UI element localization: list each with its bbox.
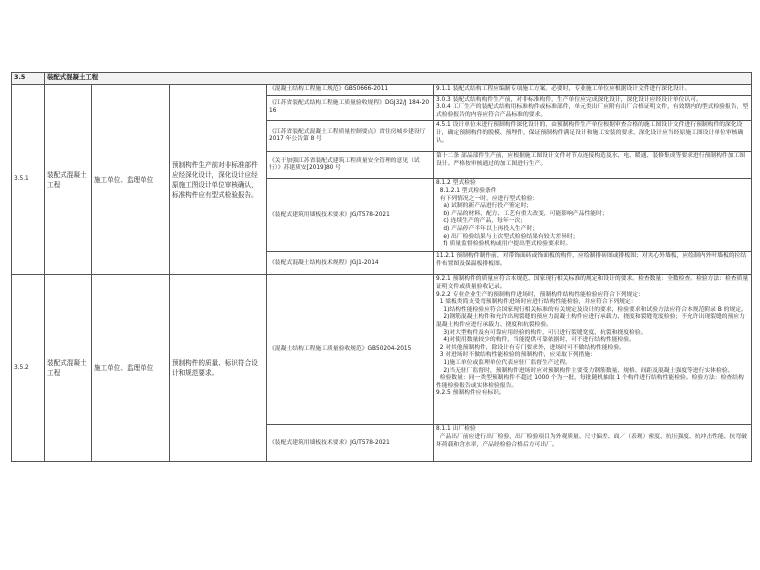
clause-text bbox=[434, 152, 752, 179]
clause-text bbox=[434, 252, 752, 275]
clause-line: c) 连续生产的产品，每年一次； bbox=[436, 218, 527, 225]
standards-table bbox=[11, 72, 752, 462]
clause-line: 3.0.4 工厂生产的装配式结构用标准构件或标准部件，单元类出厂应附有出厂合格证明文件，有效期内的型式检验报告，型式检验报告的内容应符合产品标准的要求。 bbox=[436, 104, 749, 118]
clause-line: 9.2.2 专业企业生产的预制构件进场时，预制构件结构性能检验应符合下列规定： bbox=[436, 291, 644, 298]
clause-line: d) 产品停产半年以上再投入生产时； bbox=[436, 225, 539, 232]
responsible-party: 施工单位、监理单位 bbox=[92, 275, 170, 462]
section-number: 3.5 bbox=[12, 73, 45, 85]
clause-line: 9.1.1 装配式结构工程应编制专项施工方案。必要时，专业施工单位应根据设计文件进行深化设计。 bbox=[436, 86, 691, 92]
table-row bbox=[12, 275, 752, 425]
clause-line: 3)对大型构件及有可靠应用经验的构件，可只进行裂缝宽度、抗裂和挠度检验。 bbox=[436, 329, 647, 336]
clause-line: 1)施工单位或监理单位代表应驻厂监督生产过程。 bbox=[436, 359, 572, 366]
item-name: 装配式混凝土工程 bbox=[45, 275, 92, 462]
standard-name: 《装配式混凝土结构技术规程》JGJ1-2014 bbox=[267, 252, 434, 275]
clause-line: 8.1.2 型式检验 bbox=[436, 180, 476, 187]
section-title: 装配式混凝土工程 bbox=[45, 73, 752, 85]
responsible-party: 施工单位、监理单位 bbox=[92, 85, 170, 275]
clause-line: 4.5.1 设计单位未进行预制构件深化设计的，由预制构件生产单位根据审查合格的施工图设计文件进行预制构件的深化设计，确定预制构件的脱模、预埋件，保证预制构件满足设计和施工安装的要求，深化设计应当经原施工图设计单位审核确认。 bbox=[436, 122, 744, 144]
clause-line: 第十二条 部品部件生产前，应根据施工图设计文件对节点连接构造及水、电、暖通、装修集成等要求进行预制构件加工图设计。严格按审核通过的加工图进行生产。 bbox=[436, 153, 746, 167]
clause-line: 8.1.2.1 型式检验条件 bbox=[436, 187, 497, 194]
clause-line: 1)结构性能检验应符合国家现行相关标准的有关规定及设计的要求，检验要求和试验方法应符合本规范附录 B 的规定。 bbox=[436, 306, 747, 313]
clause-line: 1 梁板类简支受弯预制构件进场时应进行结构性能检验，并应符合下列规定： bbox=[436, 299, 637, 306]
standard-name: 《混凝土结构工程施工质量验收规范》GB50204-2015 bbox=[267, 275, 434, 425]
check-content: 预制构件的质量、标识符合设计和规范要求。 bbox=[170, 275, 267, 462]
standard-name: 《关于加强江苏省装配式建筑工程质量安全管理的意见（试行）》苏建质安[2019]80 号 bbox=[267, 152, 434, 179]
clause-text bbox=[434, 85, 752, 96]
clause-line: 3.0.3 装配式结构构件生产前，对非标准构件，生产单位应完成深化设计，深化设计应经设计单位认可。 bbox=[436, 96, 702, 103]
clause-line: 2)当无驻厂监督时，预制构件进场时应对预制构件主要受力钢筋数量、规格、间距及混凝土强度等进行实体检验。 bbox=[436, 367, 734, 374]
clause-line: f) 质量监督检验机构或用户提出型式检验要求时。 bbox=[436, 241, 572, 248]
check-content: 预制构件生产前对非标准部件应经深化设计，深化设计应经原施工图设计单位审核确认，标准构件应有型式检验报告。 bbox=[170, 85, 267, 275]
clause-line: a) 试制的新产品进行投产鉴定时； bbox=[436, 203, 533, 210]
standard-name: 《混凝土结构工程施工规范》GB50666-2011 bbox=[267, 85, 434, 96]
standard-name: 《江苏省装配式混凝土工程质量控制要点》省住房城乡建设厅 2017 年公告第 8 号 bbox=[267, 121, 434, 152]
clause-text bbox=[434, 179, 752, 252]
clause-text bbox=[434, 121, 752, 152]
clause-line: 有下列情况之一时，应进行型式检验： bbox=[436, 195, 539, 202]
table-body bbox=[12, 73, 752, 462]
clause-line: 9.2.5 预制构件应有标识。 bbox=[436, 390, 505, 397]
clause-text bbox=[434, 95, 752, 121]
clause-line: 产品出厂前应进行出厂检验，出厂检验项目为外观质量、尺寸偏差、面／（表观）密度、抗压强度、抗冲击性能、抗弯破坏荷载和含水率，产品经检验合格后方可出厂。 bbox=[436, 433, 747, 448]
clause-line: 2 对其他预制构件，除设计有专门要求外，进场时可不做结构性能检验。 bbox=[436, 344, 625, 351]
item-name: 装配式混凝土工程 bbox=[45, 85, 92, 275]
clause-line: 2)钢筋混凝土构件和允许出现裂缝的预应力混凝土构件应进行承载力、挠度和裂缝宽度检验；不允许出现裂缝的预应力混凝土构件应进行承载力、挠度和抗裂检验。 bbox=[436, 314, 745, 328]
clause-line: 3 对进场时不做结构性能检验的预制构件，应采取下列措施： bbox=[436, 352, 596, 359]
clause-line: 11.2.1 预制构件制作前，对带饰面砖或饰面板的构件，应绘制排砖图或排板图；对夹心外墙板，应绘制内外叶墙板的拉结件布置图及保温板排板图。 bbox=[436, 253, 747, 267]
section-header-row bbox=[12, 73, 752, 85]
standards-table-page bbox=[11, 72, 751, 462]
clause-line: b) 产品的材料、配方、工艺有重大改变，可能影响产品性能时； bbox=[436, 210, 608, 217]
clause-line: 9.2.1 预制构件的质量应符合本规范、国家现行相关标准的规定和设计的要求。检查数量：全数检查。检验方法：检查质量证明文件或质量验收记录。 bbox=[436, 276, 749, 290]
item-number: 3.5.2 bbox=[12, 275, 45, 462]
clause-line: 8.1.1 出厂检验 bbox=[436, 426, 476, 433]
clause-text bbox=[434, 275, 752, 425]
table-row bbox=[12, 85, 752, 96]
clause-line: 检验数量：同一类型预制构件不超过 1000 个为一批，每批随机抽取 1 个构件进行结构性能检验。检验方法：检查结构性能检验报告或实体检验报告。 bbox=[436, 375, 744, 389]
standard-name: 《江苏省装配式结构工程施工质量验收规程》DGJ32/J 184-2016 bbox=[267, 95, 434, 121]
standard-name: 《装配式建筑用墙板技术要求》JG/T578-2021 bbox=[267, 425, 434, 462]
standard-name: 《装配式建筑用墙板技术要求》JG/T578-2021 bbox=[267, 179, 434, 252]
clause-line: 4)对使用数量较少的构件，当能提供可靠依据时，可不进行结构性能检验。 bbox=[436, 337, 635, 344]
clause-text bbox=[434, 425, 752, 462]
clause-line: e) 出厂检验结果与上次型式检验结果有较大差异时； bbox=[436, 233, 579, 240]
item-number: 3.5.1 bbox=[12, 85, 45, 275]
